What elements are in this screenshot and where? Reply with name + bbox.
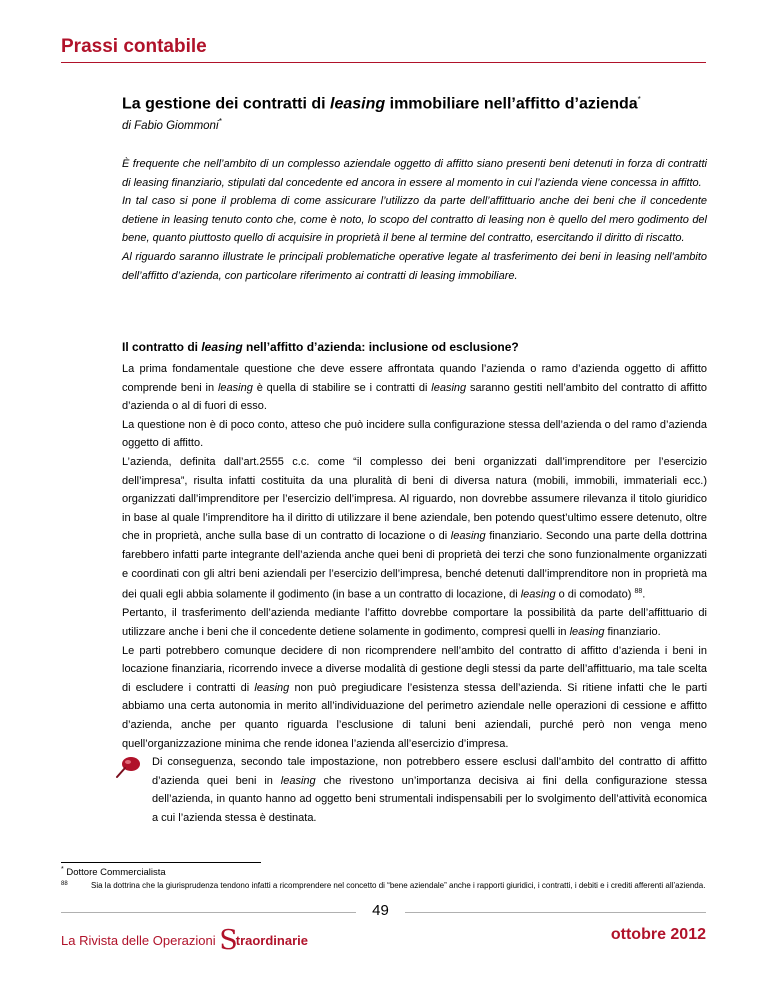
- journal-logo: La Rivista delle Operazioni Straordinarie: [61, 925, 308, 956]
- page-number: 49: [372, 902, 389, 919]
- section-title: Prassi contabile: [61, 36, 207, 57]
- title-footnote-mark: *: [637, 95, 641, 104]
- body-paragraph-noted: Di conseguenza, secondo tale impostazione, non potrebbero essere esclusi dall’ambito del contratto di affitto d’azienda quei beni in leasing che rivestono un’importanza decisiva ai fini della configurazione stessa dell’azienda, in quanto hanno ad oggetto beni strumentali indispensabili per lo svolgimento dell’attività economica a cui l’azienda stessa è destinata.: [122, 753, 707, 827]
- section-heading: Il contratto di leasing nell’affitto d’azienda: inclusione od esclusione?: [122, 340, 519, 354]
- pushpin-icon: [114, 755, 142, 779]
- body-paragraph: Pertanto, il trasferimento dell’azienda mediante l’affitto dovrebbe comportare la possibilità da parte dell’affittuario di utilizzare anche i beni che il concedente detiene solamente in godimento, compresi quelli in leasing finanziario.: [122, 607, 707, 638]
- article-body: [122, 360, 707, 828]
- issue-date: ottobre 2012: [610, 926, 706, 943]
- footnote: * Dottore Commercialista: [61, 866, 166, 879]
- footer-rule: [61, 912, 356, 913]
- body-paragraph: La prima fondamentale questione che deve essere affrontata quando l’azienda o ramo d’azienda oggetto di affitto comprende beni in leasing è quella di stabilire se i contratti di leasing saranno gestiti nell’ambito del contratto di affitto d’azienda o al di fuori di esso.: [122, 363, 708, 413]
- body-paragraph: Le parti potrebbero comunque decidere di non ricomprendere nell’ambito del contratto di affitto d’azienda i beni in locazione finanziaria, ricorrendo invece a diverse modalità di gestione degli stessi da parte dell’affittuario, ma tale scelta di escludere i contratti di leasing non può pregiudicare l’esistenza stessa dell’azienda. Si ritiene infatti che le parti abbiamo una certa autonomia in merito all’individuazione del perimetro aziendale nelle operazioni di cessione e affitto d’azienda, anche per quanto riguarda l’esclusione di taluni beni aziendali, purché però non venga meno quell’organizzazione minima che rende idonea l’azienda all’esercizio d’impresa.: [122, 644, 708, 750]
- article-title: La gestione dei contratti di leasing immobiliare nell’affitto d’azienda*: [122, 95, 641, 113]
- body-paragraph: L’azienda, definita dall’art.2555 c.c. come “il complesso dei beni organizzati dall’imprenditore per l’esercizio dell’impresa”, risulta infatti costituita da una pluralità di beni di diversa natura (mobili, immobili, immateriali ecc.) organizzati dall’imprenditore per l’esercizio dell’impresa. Al riguardo, non dovrebbe assumere rilevanza il titolo giuridico in base al quale l’imprenditore ha il diritto di utilizzare il bene aziendale, ben potendo quest’ultimo essere detenuto, oltre che in proprietà, anche sulla base di un contratto di locazione o di leasing finanziario. Secondo una parte della dottrina farebbero infatti parte integrante dell’azienda anche quei beni di proprietà dei terzi che sono funzionalmente organizzati e coordinati con gli altri beni aziendali per l’esercizio dell’impresa, benché detenuti dall’imprenditore non in proprietà ma dei quali egli abbia solamente il godimento (in base a un contratto di locazione, di leasing o di comodato) $^{88}$.: [122, 455, 707, 601]
- body-paragraph: La questione non è di poco conto, atteso che può incidere sulla configurazione stessa dell’azienda o del ramo d’azienda oggetto di affitto.: [122, 418, 707, 450]
- footnote: 88 Sia la dottrina che la giurisprudenza tendono infatti a ricomprendere nel concetto di “bene aziendale” anche i rapporti giuridici, i contratti, i debiti e i crediti afferenti all’azienda.: [61, 881, 706, 890]
- article-author: di Fabio Giommoni*: [122, 117, 222, 132]
- abstract-paragraph: In tal caso si pone il problema di come assicurare l’utilizzo da parte dell’affittuario anche dei beni che il concedente detiene in leasing tenuto conto che, come è noto, lo scopo del contratto di leasing non è quello del mero godimento del bene, quanto piuttosto quello di acquisire in proprietà il bene al termine del contratto, esercitando il diritto di riscatto.: [122, 195, 707, 245]
- footnote-rule: [61, 862, 261, 863]
- footnote-reference[interactable]: 88: [634, 588, 643, 596]
- abstract-paragraph: Al riguardo saranno illustrate le principali problematiche operative legate al trasferimento dei beni in leasing nell’ambito dell’affitto d’azienda, con particolare riferimento ai contratti di leasing immobiliare.: [122, 250, 707, 282]
- abstract: [122, 155, 707, 285]
- footer-rule: [405, 912, 706, 913]
- abstract-paragraph: È frequente che nell’ambito di un complesso aziendale oggetto di affitto siano presenti beni detenuti in forza di contratti di leasing finanziario, stipulati dal concedente ed ancora in essere al momento in cui l’azienda viene concessa in affitto.: [122, 158, 707, 189]
- section-rule: [61, 62, 706, 63]
